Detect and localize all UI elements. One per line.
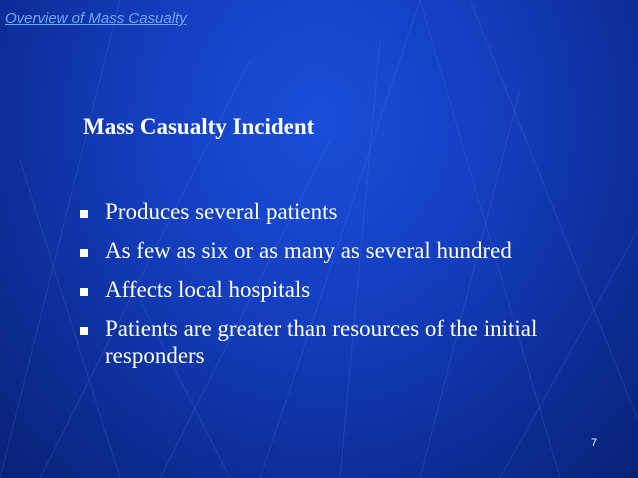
list-item (80, 276, 630, 303)
bullet-text: Affects local hospitals (105, 277, 311, 302)
bullet-text: As few as six or as many as several hundred (105, 238, 512, 263)
list-item (80, 315, 630, 369)
section-link[interactable]: Overview of Mass Casualty (5, 10, 187, 27)
square-bullet-icon (80, 210, 88, 218)
square-bullet-icon (80, 327, 88, 335)
list-item (80, 237, 630, 264)
bullet-list (80, 198, 630, 381)
square-bullet-icon (80, 288, 88, 296)
square-bullet-icon (80, 249, 88, 257)
bullet-text: Patients are greater than resources of the initial responders (105, 316, 538, 368)
bullet-text: Produces several patients (105, 199, 338, 224)
slide-title: Mass Casualty Incident (83, 114, 315, 139)
page-number: 7 (591, 437, 598, 449)
list-item (80, 198, 630, 225)
